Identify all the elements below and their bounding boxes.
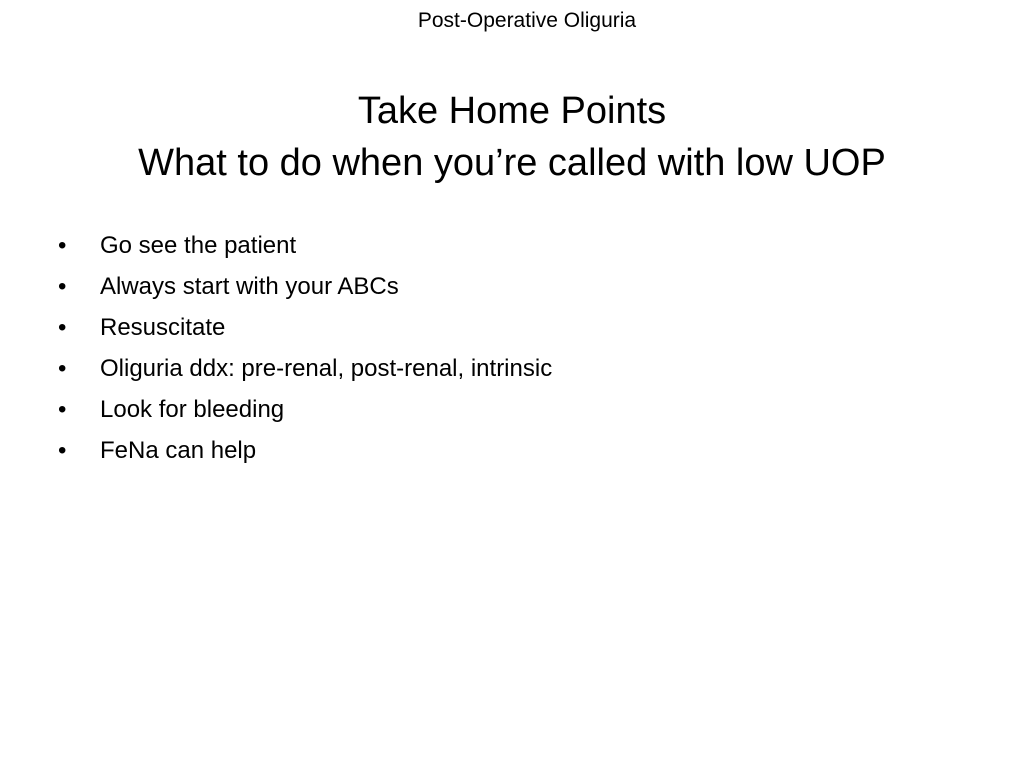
bullet-text: Go see the patient — [100, 232, 297, 259]
bullet-icon: • — [58, 273, 67, 300]
slide-header: Post-Operative Oliguria — [417, 9, 637, 32]
bullet-icon: • — [58, 314, 67, 341]
bullet-icon: • — [58, 437, 67, 464]
bullet-icon: • — [58, 355, 67, 382]
bullet-text: Look for bleeding — [100, 396, 285, 423]
bullet-text: Resuscitate — [100, 314, 226, 341]
bullet-text: Always start with your ABCs — [100, 273, 399, 300]
bullet-text: Oliguria ddx: pre-renal, post-renal, intrinsic — [100, 355, 553, 382]
bullet-icon: • — [58, 396, 67, 423]
title-line-1: Take Home Points — [357, 90, 667, 132]
slide-title — [0, 85, 1024, 189]
bullet-icon: • — [58, 232, 67, 259]
bullet-text: FeNa can help — [100, 437, 257, 464]
title-line-2: What to do when you’re called with low UOP — [138, 142, 886, 184]
